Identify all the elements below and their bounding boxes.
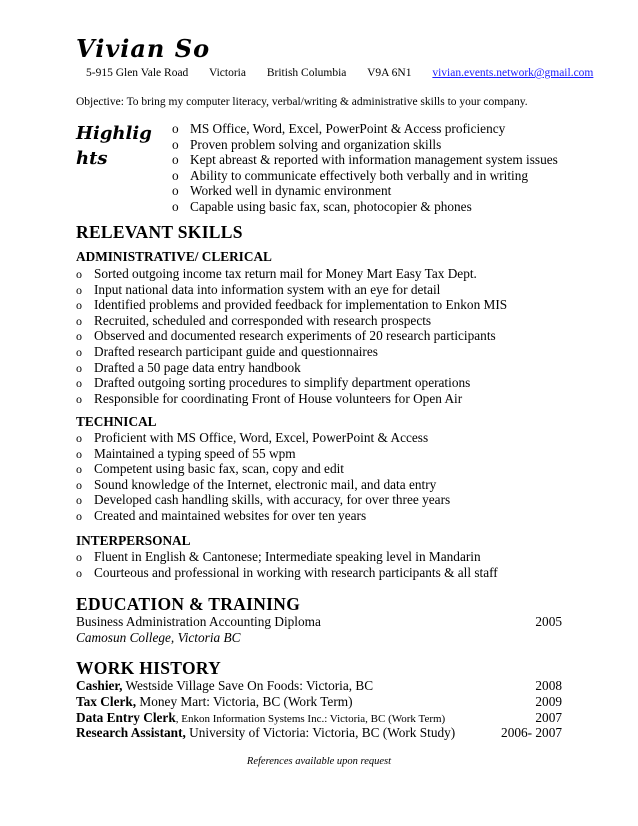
bullet-icon: o — [172, 121, 179, 136]
list-item-text: Identified problems and provided feedback for implementation to Enkon MIS — [94, 297, 508, 313]
list-item-text: Kept abreast & reported with information management system issues — [190, 152, 558, 168]
bullet-icon: o — [172, 183, 179, 199]
province: British Columbia — [266, 67, 347, 79]
bullet-icon: o — [76, 298, 82, 313]
job-detail: Westside Village Save On Foods: Victoria, BC — [122, 678, 374, 693]
list-item — [76, 266, 507, 282]
list-item — [76, 282, 507, 298]
list-item — [76, 446, 450, 462]
education-row — [76, 614, 562, 630]
list-item-text: Drafted a 50 page data entry handbook — [94, 359, 301, 375]
references-note: References available upon request — [246, 756, 392, 767]
list-item-text: Drafted outgoing sorting procedures to simplify department operations — [94, 375, 471, 391]
bullet-icon: o — [172, 198, 179, 214]
bullet-icon: o — [76, 267, 82, 281]
interpersonal-heading: INTERPERSONAL — [76, 533, 191, 548]
bullet-icon: o — [76, 360, 82, 375]
list-item-text: Sound knowledge of the Internet, electronic mail, and data entry — [94, 476, 437, 492]
list-item — [76, 492, 450, 508]
bullet-icon: o — [172, 152, 179, 168]
work-history-heading: WORK HISTORY — [76, 658, 222, 678]
list-item — [76, 508, 450, 524]
diploma: Business Administration Accounting Diploma — [76, 614, 321, 629]
admin-heading: ADMINISTRATIVE/ CLERICAL — [76, 249, 272, 264]
job-year: 2009 — [535, 693, 562, 709]
job-detail: Money Mart: Victoria, BC (Work Term) — [136, 693, 353, 709]
list-item-text: MS Office, Word, Excel, PowerPoint & Access proficiency — [190, 121, 506, 136]
technical-heading: TECHNICAL — [76, 414, 157, 429]
bullet-icon: o — [76, 462, 82, 477]
job-detail: University of Victoria: Victoria, BC (Work Study) — [185, 725, 456, 741]
bullet-icon: o — [76, 446, 82, 461]
list-item — [76, 360, 507, 376]
list-item-text: Observed and documented research experiments of 20 research participants — [94, 328, 496, 344]
job-role: Tax Clerk, — [76, 693, 137, 709]
interpersonal-skills-list — [76, 549, 498, 580]
list-item — [172, 121, 558, 137]
list-item-text: Competent using basic fax, scan, copy and edit — [94, 461, 344, 477]
list-item-text: Fluent in English & Cantonese; Intermediate speaking level in Mandarin — [94, 549, 481, 564]
list-item — [76, 430, 450, 446]
job-role: Research Assistant, — [76, 725, 186, 741]
bullet-icon: o — [76, 493, 82, 508]
address: 5-915 Glen Vale Road — [86, 67, 189, 79]
bullet-icon: o — [76, 431, 82, 445]
job-row — [76, 725, 562, 741]
list-item — [76, 565, 498, 581]
list-item-text: Recruited, scheduled and corresponded with research prospects — [94, 312, 432, 328]
highlights-heading: Highlights — [76, 123, 152, 169]
bullet-icon: o — [76, 550, 82, 564]
list-item-text: Developed cash handling skills, with accuracy, for over three years — [94, 492, 451, 508]
bullet-icon: o — [76, 508, 82, 523]
list-item-text: Worked well in dynamic environment — [190, 183, 392, 199]
list-item-text: Sorted outgoing income tax return mail for Money Mart Easy Tax Dept. — [94, 266, 477, 281]
education-heading: EDUCATION & TRAINING — [76, 594, 301, 614]
list-item — [76, 477, 450, 493]
technical-skills-list — [76, 430, 450, 524]
list-item — [76, 375, 507, 391]
postal-code: V9A 6N1 — [367, 67, 412, 79]
admin-skills-list — [76, 266, 507, 406]
list-item — [172, 199, 558, 215]
email-link[interactable]: vivian.events.network@gmail.com — [432, 67, 594, 79]
list-item — [76, 328, 507, 344]
city: Victoria — [208, 67, 246, 79]
bullet-icon: o — [172, 167, 179, 183]
list-item — [172, 137, 558, 153]
job-detail: , Enkon Information Systems Inc.: Victoria, BC (Work Term) — [175, 712, 446, 725]
relevant-skills-heading: RELEVANT SKILLS — [76, 222, 243, 242]
list-item-text: Ability to communicate effectively both verbally and in writing — [190, 167, 528, 183]
bullet-icon: o — [76, 282, 82, 297]
job-row — [76, 694, 562, 710]
resume-name: Vivian So — [76, 34, 211, 63]
list-item-text: Capable using basic fax, scan, photocopier & phones — [190, 198, 472, 214]
list-item — [172, 168, 558, 184]
bullet-icon: o — [76, 344, 82, 359]
list-item-text: Created and maintained websites for over ten years — [94, 507, 367, 523]
list-item-text: Proven problem solving and organization skills — [190, 136, 442, 152]
bullet-icon: o — [172, 136, 179, 152]
job-row — [76, 710, 562, 726]
bullet-icon: o — [76, 565, 82, 580]
list-item — [76, 461, 450, 477]
list-item — [76, 313, 507, 329]
list-item-text: Responsible for coordinating Front of House volunteers for Open Air — [94, 390, 463, 406]
highlights-list — [172, 121, 558, 215]
list-item — [76, 549, 498, 565]
list-item-text: Maintained a typing speed of 55 wpm — [94, 445, 296, 461]
list-item-text: Input national data into information system with an eye for detail — [94, 281, 441, 297]
list-item — [76, 297, 507, 313]
list-item-text: Proficient with MS Office, Word, Excel, PowerPoint & Access — [94, 430, 429, 445]
job-year: 2006- 2007 — [501, 725, 562, 741]
bullet-icon: o — [76, 477, 82, 492]
list-item — [172, 152, 558, 168]
job-role: Cashier, — [76, 678, 123, 693]
list-item-text: Courteous and professional in working with research participants & all staff — [94, 564, 498, 580]
job-role: Data Entry Clerk — [76, 709, 176, 725]
job-year: 2008 — [535, 678, 562, 693]
bullet-icon: o — [76, 329, 82, 344]
education-year: 2005 — [535, 614, 562, 629]
job-row — [76, 678, 562, 694]
list-item — [76, 344, 507, 360]
list-item — [76, 391, 507, 407]
bullet-icon: o — [76, 313, 82, 328]
objective: Objective: To bring my computer literacy, verbal/writing & administrative skills to your company. — [76, 96, 528, 108]
contact-line — [86, 67, 593, 79]
school: Camosun College, Victoria BC — [76, 630, 241, 645]
bullet-icon: o — [76, 391, 82, 406]
list-item — [172, 183, 558, 199]
list-item-text: Drafted research participant guide and questionnaires — [94, 343, 378, 359]
job-year: 2007 — [535, 709, 562, 725]
bullet-icon: o — [76, 376, 82, 391]
